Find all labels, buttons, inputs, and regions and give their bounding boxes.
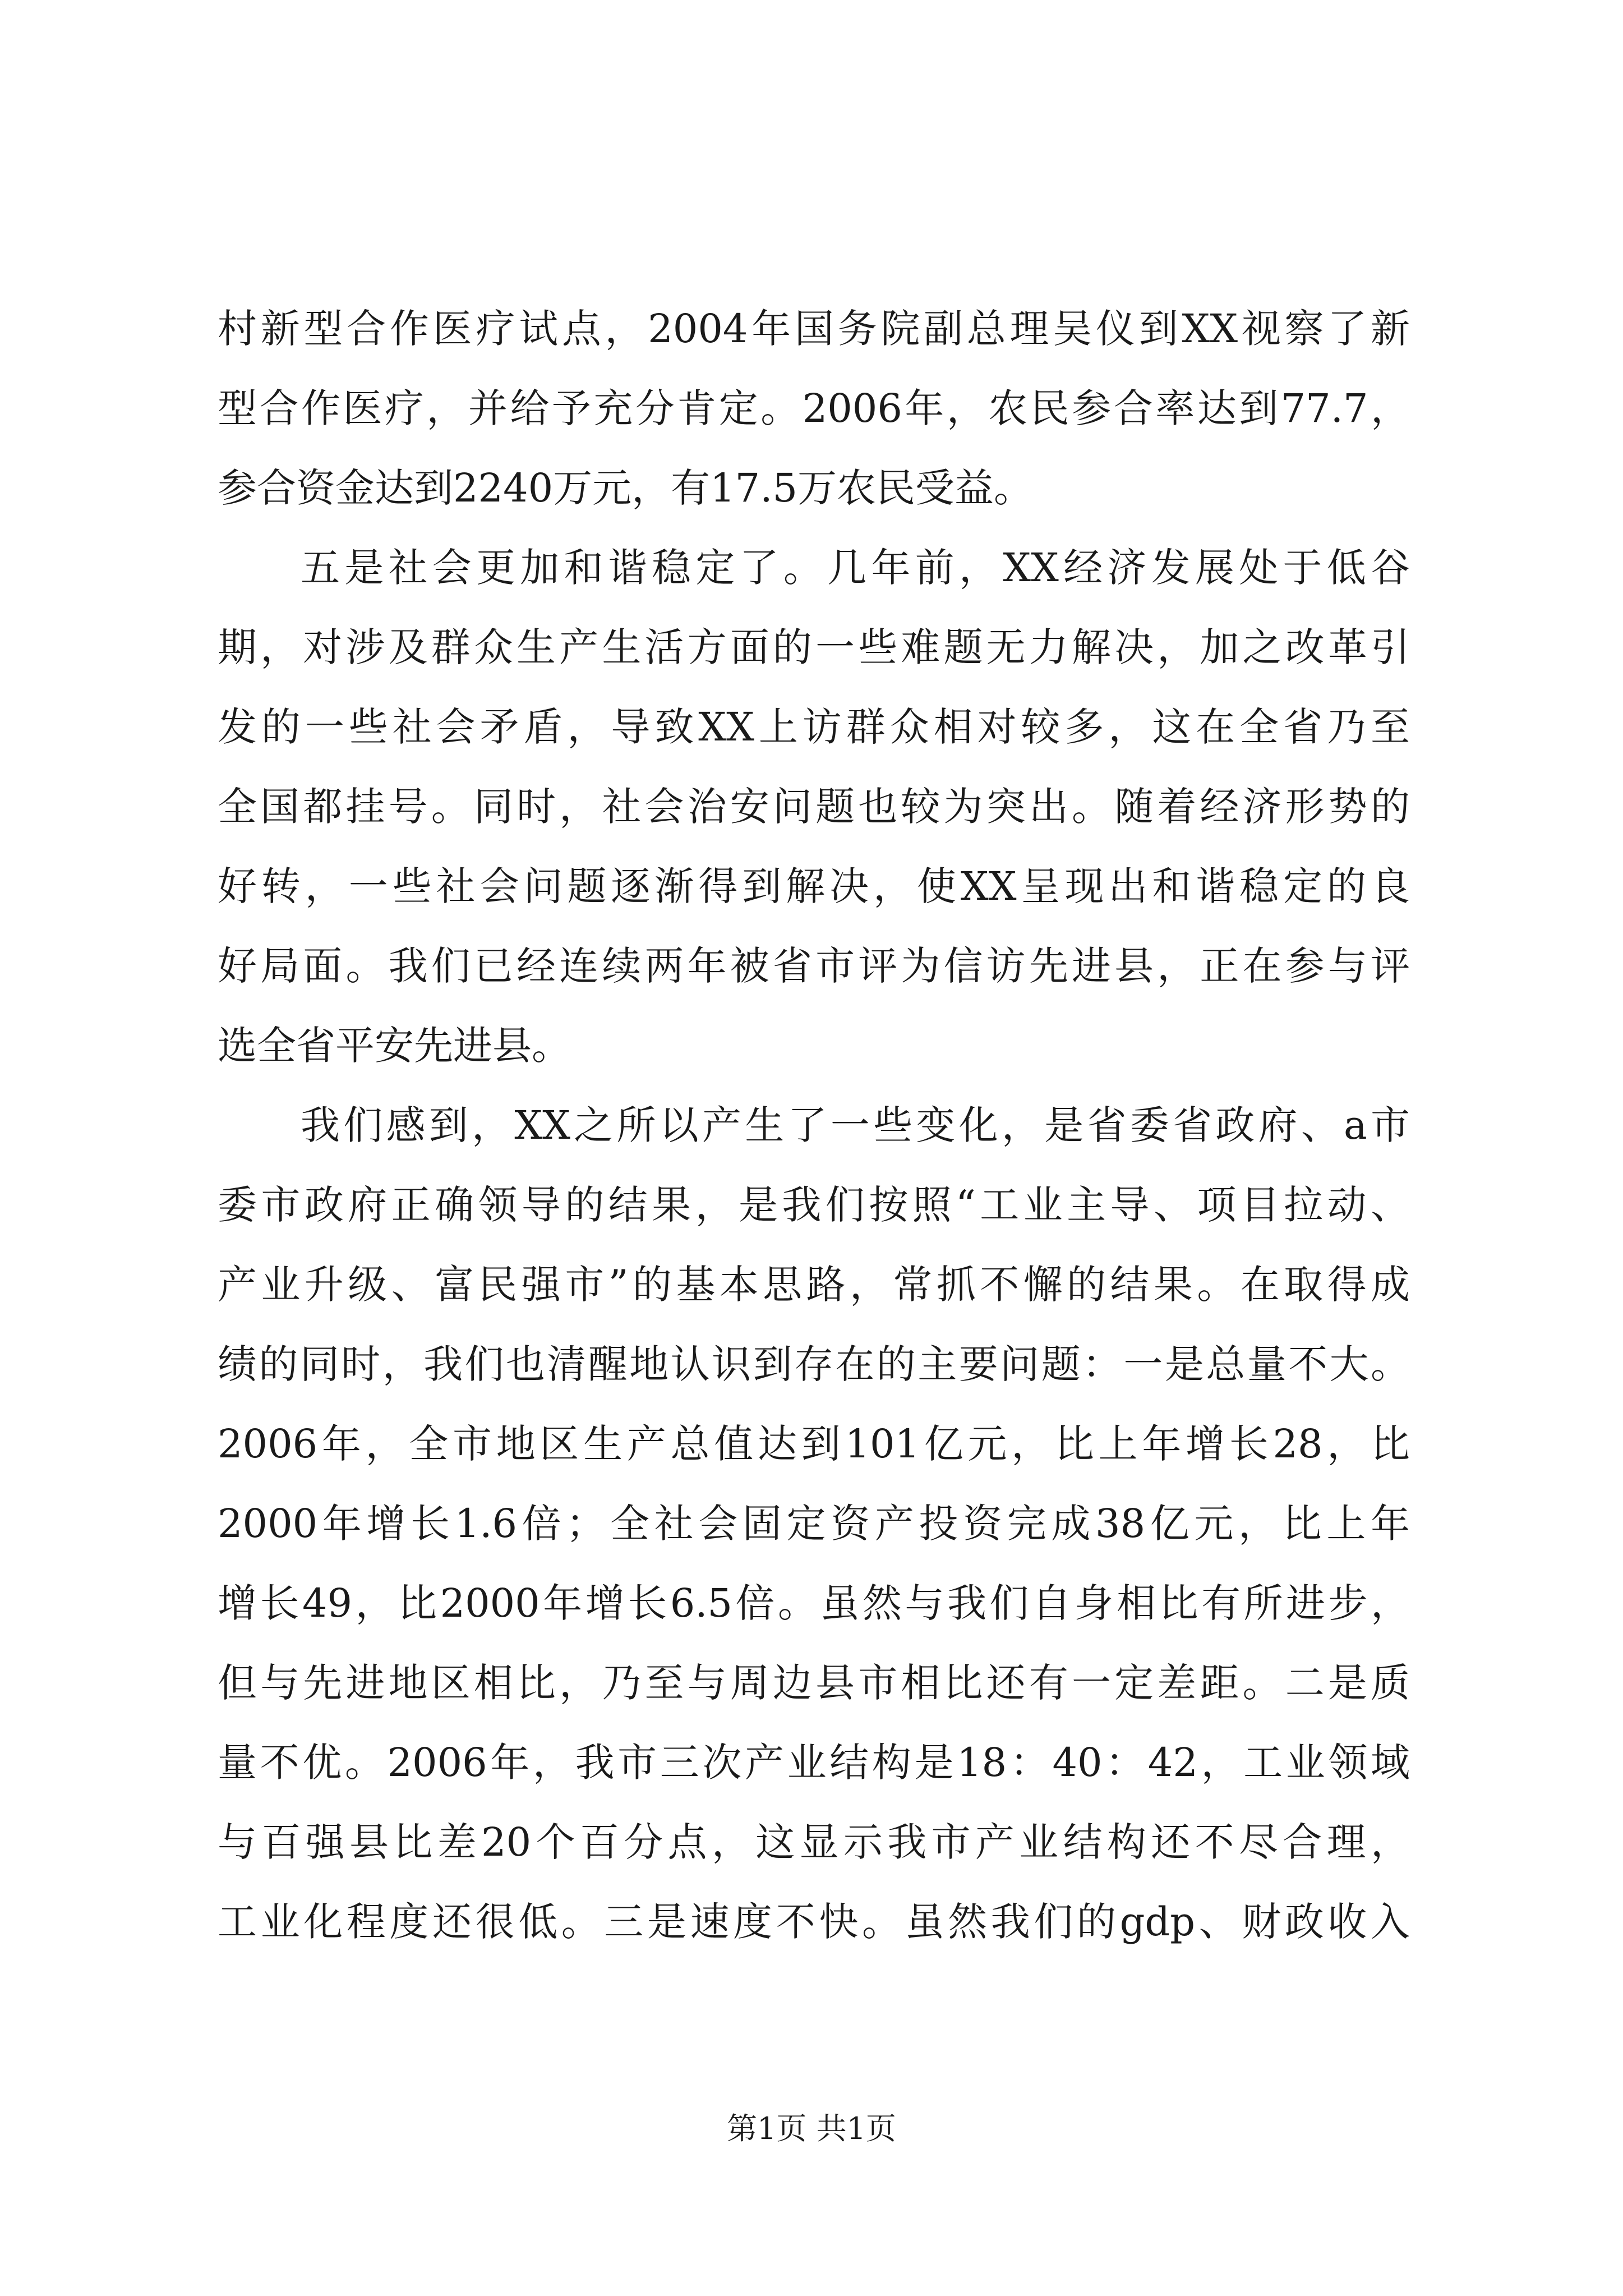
text-line: 期，对涉及群众生产生活方面的一些难题无力解决，加之改革引 bbox=[218, 624, 1410, 670]
text-line: 2006年，全市地区生产总值达到101亿元，比上年增长28，比 bbox=[218, 1421, 1410, 1467]
paragraph-start-line: 我们感到，XX之所以产生了一些变化，是省委省政府、a市 bbox=[301, 1102, 1410, 1148]
text-line: 增长49，比2000年增长6.5倍。虽然与我们自身相比有所进步， bbox=[218, 1580, 1410, 1626]
text-line: 量不优。2006年，我市三次产业结构是18：40：42，工业领域 bbox=[218, 1740, 1410, 1786]
text-line: 选全省平安先进县。 bbox=[218, 1023, 571, 1069]
text-line: 参合资金达到2240万元，有17.5万农民受益。 bbox=[218, 465, 1034, 511]
text-line: 好转，一些社会问题逐渐得到解决，使XX呈现出和谐稳定的良 bbox=[218, 863, 1410, 909]
body-text bbox=[218, 289, 1410, 1962]
page-number-footer: 第1页 共1页 bbox=[727, 2111, 896, 2146]
text-line: 与百强县比差20个百分点，这显示我市产业结构还不尽合理， bbox=[218, 1819, 1410, 1865]
text-line: 绩的同时，我们也清醒地认识到存在的主要问题：一是总量不大。 bbox=[218, 1341, 1410, 1387]
text-line: 产业升级、富民强市”的基本思路，常抓不懈的结果。在取得成 bbox=[218, 1262, 1410, 1308]
text-line: 工业化程度还很低。三是速度不快。虽然我们的gdp、财政收入 bbox=[218, 1899, 1410, 1945]
paragraph-start-line: 五是社会更加和谐稳定了。几年前，XX经济发展处于低谷 bbox=[301, 545, 1410, 591]
text-line: 但与先进地区相比，乃至与周边县市相比还有一定差距。二是质 bbox=[218, 1660, 1410, 1706]
text-line: 型合作医疗，并给予充分肯定。2006年，农民参合率达到77.7， bbox=[218, 385, 1410, 431]
text-line: 2000年增长1.6倍；全社会固定资产投资完成38亿元，比上年 bbox=[218, 1501, 1410, 1547]
text-line: 发的一些社会矛盾，导致XX上访群众相对较多，这在全省乃至 bbox=[218, 704, 1410, 750]
text-line: 全国都挂号。同时，社会治安问题也较为突出。随着经济形势的 bbox=[218, 784, 1410, 830]
text-line: 村新型合作医疗试点，2004年国务院副总理吴仪到XX视察了新 bbox=[218, 306, 1410, 352]
text-line: 委市政府正确领导的结果，是我们按照“工业主导、项目拉动、 bbox=[218, 1182, 1410, 1228]
text-line: 好局面。我们已经连续两年被省市评为信访先进县，正在参与评 bbox=[218, 943, 1410, 989]
